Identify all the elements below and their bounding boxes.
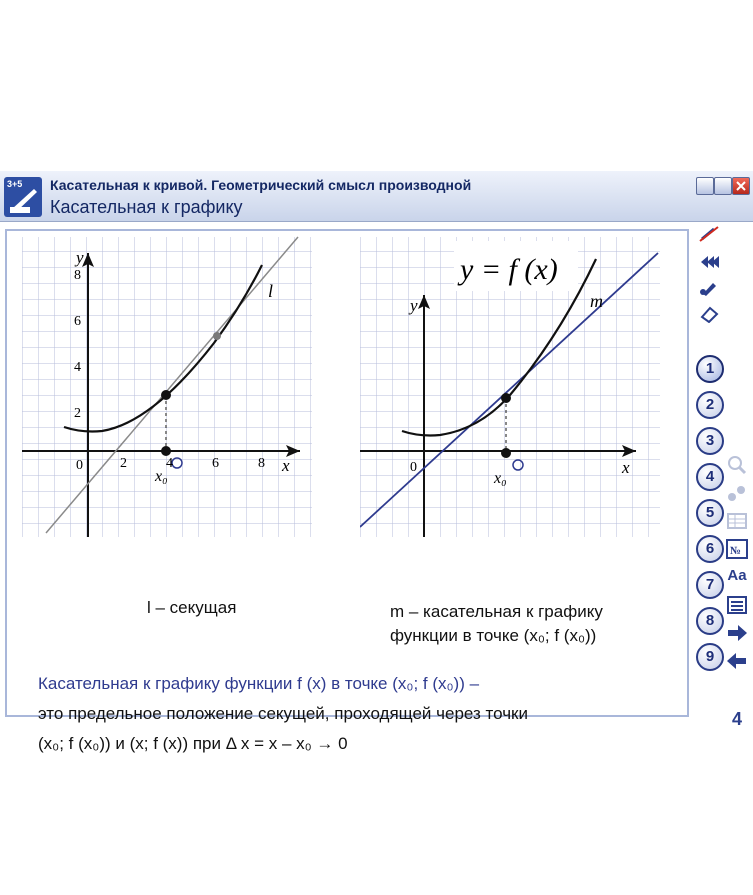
bubbles-button[interactable] (726, 483, 748, 503)
arrow-left-icon (726, 651, 748, 671)
y-tick-8: 8 (74, 268, 81, 283)
y-tick-2: 2 (74, 406, 81, 421)
nav-button-7[interactable]: 7 (696, 571, 724, 599)
x-axis-label: x (622, 458, 630, 477)
nav-button-5[interactable]: 5 (696, 499, 724, 527)
nav-button-1[interactable]: 1 (696, 355, 724, 383)
tangent-caption-line2: функции в точке (x₀; f (x₀)) (390, 626, 597, 645)
tangent-label: m (590, 291, 603, 311)
app-window (0, 171, 753, 753)
maximize-button[interactable] (714, 177, 732, 195)
list-icon (726, 595, 748, 615)
zoom-button[interactable] (726, 455, 748, 475)
origin-label: 0 (410, 460, 417, 475)
nav-button-9[interactable]: 9 (696, 643, 724, 671)
page-number: 4 (731, 709, 742, 729)
bubbles-icon (726, 483, 748, 503)
rewind-button[interactable] (698, 253, 720, 271)
tangent-caption-line1: m – касательная к графику (390, 602, 603, 621)
svg-text:№: № (730, 545, 742, 557)
secant-graph (22, 235, 312, 537)
definition-line3: (x₀; f (x₀)) и (x; f (x)) при Δ x = x – x₀ → 0 (38, 734, 348, 753)
x0-label: x₀ (155, 468, 168, 485)
y-axis-label: y (410, 296, 418, 315)
nav-button-8[interactable]: 8 (696, 607, 724, 635)
slide-subtitle: Касательная к графику (50, 197, 243, 217)
table-icon (726, 511, 748, 531)
y-tick-4: 4 (74, 360, 81, 375)
next-button[interactable] (726, 623, 748, 643)
nav-button-2[interactable]: 2 (696, 391, 724, 419)
close-button[interactable] (732, 177, 750, 195)
nav-button-6[interactable]: 6 (696, 535, 724, 563)
x-tick-6: 6 (212, 456, 219, 471)
definition-line2: это предельное положение секущей, проходящей через точки (38, 704, 528, 723)
eraser-button[interactable] (698, 305, 720, 323)
window-controls (690, 177, 750, 195)
pointer-off-button[interactable] (698, 225, 720, 243)
right-toolbar (690, 223, 753, 729)
rewind-icon (698, 253, 720, 271)
secant-label: l (268, 281, 274, 301)
x-tick-8: 8 (258, 456, 265, 471)
numbering-button[interactable] (726, 539, 748, 559)
marker-button[interactable] (698, 279, 720, 297)
tangent-caption (390, 600, 603, 648)
y-axis-label: y (76, 248, 84, 267)
magnifier-icon (726, 455, 748, 475)
x-tick-4: 4 (166, 456, 173, 471)
eraser-icon (698, 305, 720, 323)
app-logo-badge: 3+5 (7, 179, 23, 189)
font-size-button[interactable]: Aa (727, 567, 747, 584)
x-axis-label: x (282, 456, 290, 475)
secant-caption: l – секущая (147, 598, 237, 617)
second-point (213, 332, 221, 340)
tangent-graph (360, 235, 660, 537)
slide-content (5, 229, 689, 753)
title-bar (0, 171, 753, 222)
window-title: Касательная к кривой. Геометрический смысл производной (50, 177, 472, 193)
origin-label: 0 (76, 458, 83, 473)
back-button[interactable] (726, 651, 748, 671)
formula: y = f (x) (460, 253, 558, 286)
definition-line1: Касательная к графику функции f (x) в точке (x₀; f (x₀)) – (38, 674, 480, 693)
arrow-right-icon (726, 623, 748, 643)
pointer-off-icon (698, 225, 720, 243)
table-button[interactable] (726, 511, 748, 531)
number-sign-icon (726, 539, 748, 559)
minimize-button[interactable] (696, 177, 714, 195)
contents-button[interactable] (726, 595, 748, 615)
nav-button-4[interactable]: 4 (696, 463, 724, 491)
close-icon (733, 178, 749, 194)
nav-button-3[interactable]: 3 (696, 427, 724, 455)
x0-label: x₀ (494, 470, 507, 487)
app-logo-icon (4, 177, 42, 217)
pen-icon (4, 177, 42, 217)
y-tick-6: 6 (74, 314, 81, 329)
marker-icon (698, 279, 720, 297)
definition-text (38, 669, 528, 759)
x-tick-2: 2 (120, 456, 127, 471)
